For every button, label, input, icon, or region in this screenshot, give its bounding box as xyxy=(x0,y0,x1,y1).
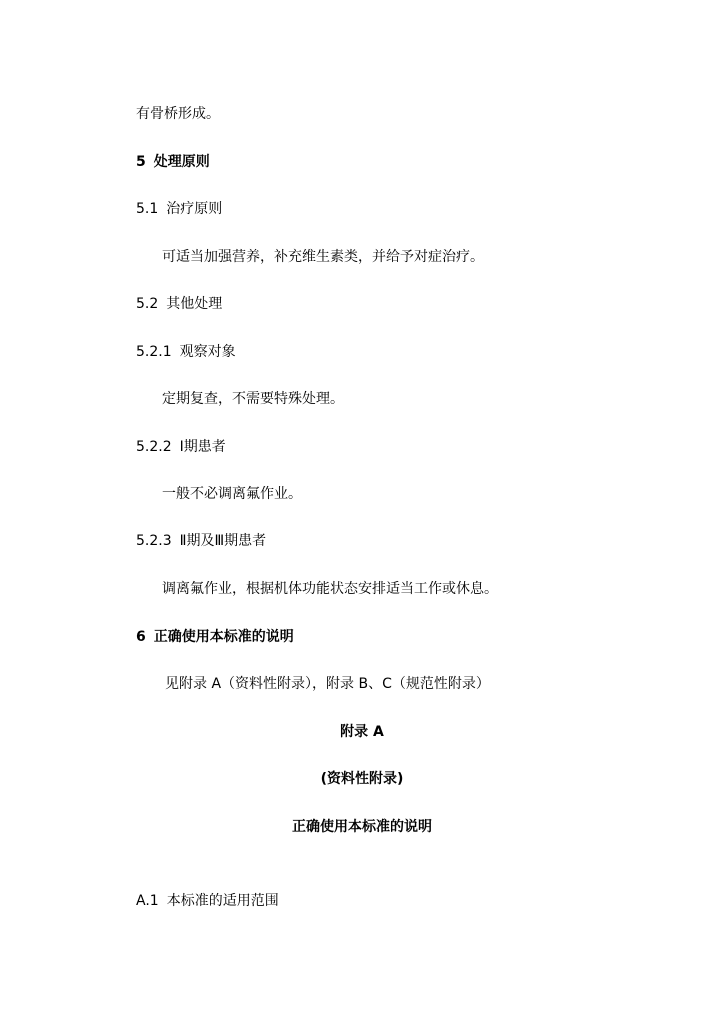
section-6-paragraph: 见附录 A（资料性附录），附录 B、C（规范性附录） xyxy=(165,676,490,692)
section-number: 5.2.3 xyxy=(136,533,172,549)
section-a-1-heading xyxy=(136,891,279,911)
section-6-heading xyxy=(136,627,294,647)
section-title: 本标准的适用范围 xyxy=(166,893,279,909)
section-number: 6 xyxy=(136,629,146,645)
section-title: Ⅱ期及Ⅲ期患者 xyxy=(179,533,267,549)
section-number: 5.2 xyxy=(136,296,159,312)
section-5-2-3-paragraph: 调离氟作业，根据机体功能状态安排适当工作或休息。 xyxy=(162,581,498,597)
section-5-2-2-paragraph: 一般不必调离氟作业。 xyxy=(162,486,302,502)
section-number: A.1 xyxy=(136,893,159,909)
section-5-1-paragraph: 可适当加强营养，补充维生素类，并给予对症治疗。 xyxy=(162,249,484,265)
section-number: 5.1 xyxy=(136,201,159,217)
section-5-2-1-paragraph: 定期复查，不需要特殊处理。 xyxy=(162,391,344,407)
section-title: 其他处理 xyxy=(166,296,223,312)
section-number: 5 xyxy=(136,154,146,170)
section-5-heading xyxy=(136,152,210,172)
section-5-2-heading xyxy=(136,294,222,314)
section-5-1-heading xyxy=(136,199,222,219)
section-number: 5.2.1 xyxy=(136,344,172,360)
section-5-2-2-heading xyxy=(136,437,226,457)
section-5-2-3-heading xyxy=(136,531,266,551)
appendix-type: (资料性附录) xyxy=(320,771,404,787)
section-title: 处理原则 xyxy=(153,154,210,170)
section-title: Ⅰ期患者 xyxy=(179,439,226,455)
section-title: 观察对象 xyxy=(179,344,236,360)
section-number: 5.2.2 xyxy=(136,439,172,455)
section-5-2-1-heading xyxy=(136,342,236,362)
appendix-heading: 正确使用本标准的说明 xyxy=(292,819,432,835)
section-title: 正确使用本标准的说明 xyxy=(153,629,294,645)
paragraph-continuation: 有骨桥形成。 xyxy=(136,106,220,122)
appendix-title: 附录 A xyxy=(340,724,384,740)
section-title: 治疗原则 xyxy=(166,201,223,217)
